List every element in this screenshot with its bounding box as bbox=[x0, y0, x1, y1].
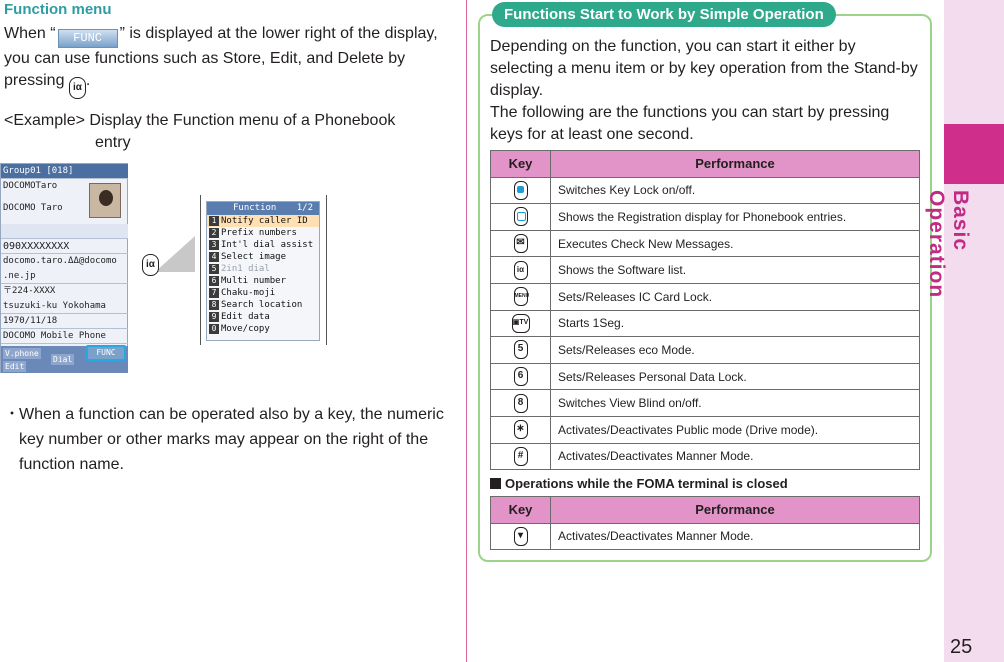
phone-tab-icons-row bbox=[1, 224, 128, 239]
table-row bbox=[491, 523, 920, 550]
side-tab-marker bbox=[944, 124, 1004, 184]
menu-item-label: Chaku-moji bbox=[221, 288, 276, 298]
phone-row: tsuzuki-ku Yokohama bbox=[1, 299, 128, 314]
phone-row: .ne.jp bbox=[1, 269, 128, 284]
mail-key-icon: ✉ bbox=[514, 234, 528, 253]
menu-item bbox=[207, 251, 319, 263]
menu-item-label: Int'l dial assist bbox=[221, 240, 314, 250]
table-row bbox=[491, 337, 920, 364]
menu-item bbox=[207, 227, 319, 239]
menu-item-label: Edit data bbox=[221, 312, 270, 322]
table-row bbox=[491, 443, 920, 470]
bracket-line-left bbox=[200, 195, 201, 345]
performance-cell: Sets/Releases IC Card Lock. bbox=[551, 283, 920, 310]
performance-cell: Switches View Blind on/off. bbox=[551, 390, 920, 417]
table-row bbox=[491, 310, 920, 337]
header-key: Key bbox=[491, 151, 551, 178]
arrow-graphic bbox=[155, 236, 195, 272]
closed-operations-heading-text: Operations while the FOMA terminal is closed bbox=[505, 476, 788, 491]
example-line-2: entry bbox=[95, 134, 131, 151]
chapter-title: Basic Operation bbox=[925, 190, 972, 299]
menu-item bbox=[207, 215, 319, 227]
phone-row: docomo.taro.ΔΔ@docomo bbox=[3, 256, 117, 266]
menu-item-number: 7 bbox=[209, 288, 219, 298]
key-cell bbox=[491, 310, 551, 337]
table-row bbox=[491, 257, 920, 284]
bracket-line-right bbox=[326, 195, 327, 345]
performance-cell: Switches Key Lock on/off. bbox=[551, 177, 920, 204]
closed-operations-table bbox=[490, 496, 920, 550]
menu-item bbox=[207, 299, 319, 311]
left-column bbox=[0, 0, 462, 662]
key-6-icon: 6 bbox=[514, 367, 528, 386]
table-row bbox=[491, 204, 920, 231]
table-row bbox=[491, 177, 920, 204]
menu-item-label: Select image bbox=[221, 252, 287, 262]
menu-item-number: 3 bbox=[209, 240, 219, 250]
menu-item-number: 2 bbox=[209, 228, 219, 238]
menu-item-number: 9 bbox=[209, 312, 219, 322]
page-number: 25 bbox=[950, 636, 973, 658]
hash-key-icon: # bbox=[514, 447, 528, 466]
functions-panel-title: Functions Start to Work by Simple Operation bbox=[492, 2, 836, 27]
closed-operations-heading bbox=[490, 476, 788, 491]
desc-text-3: . bbox=[85, 72, 91, 89]
phonebook-key-icon bbox=[514, 207, 528, 226]
table-header-row bbox=[491, 151, 920, 178]
menu-item-label: Search location bbox=[221, 300, 303, 310]
menu-item bbox=[207, 287, 319, 299]
phonebook-entry-screen bbox=[0, 163, 128, 373]
desc-text-2: ” is displayed at the lower right of the display, you can use functions such as Store, Edit, and Delete by pressing bbox=[4, 25, 438, 89]
key-cell bbox=[491, 177, 551, 204]
phone-row: DOCOMO Taro bbox=[3, 203, 63, 213]
key-function-table bbox=[490, 150, 920, 470]
function-menu-title bbox=[207, 202, 319, 215]
menu-item-label: 2in1 dial bbox=[221, 264, 270, 274]
softkey-vphone: V.phone bbox=[5, 349, 39, 358]
key-cell bbox=[491, 443, 551, 470]
performance-cell: Starts 1Seg. bbox=[551, 310, 920, 337]
key-cell bbox=[491, 363, 551, 390]
menu-item-label: Prefix numbers bbox=[221, 228, 297, 238]
key-cell bbox=[491, 230, 551, 257]
table-header-row bbox=[491, 497, 920, 524]
menu-item-number: 4 bbox=[209, 252, 219, 262]
contact-photo bbox=[89, 183, 121, 218]
phone-row: 090XXXXXXXX bbox=[1, 239, 128, 254]
menu-item bbox=[207, 323, 319, 335]
header-performance: Performance bbox=[551, 497, 920, 524]
example-line-1: <Example> Display the Function menu of a Phonebook bbox=[4, 112, 396, 129]
example-caption bbox=[4, 110, 454, 154]
table-row bbox=[491, 230, 920, 257]
note-bullet bbox=[4, 402, 454, 477]
key-5-icon: 5 bbox=[514, 340, 528, 359]
key-cell bbox=[491, 390, 551, 417]
function-menu-description bbox=[4, 23, 454, 99]
phone-row: 1970/11/18 bbox=[1, 314, 128, 329]
menu-item-label: Move/copy bbox=[221, 324, 270, 334]
menu-item-number: 6 bbox=[209, 276, 219, 286]
key-cell bbox=[491, 283, 551, 310]
softkey-edit: Edit bbox=[5, 362, 25, 371]
phone-row: Group01 [018] bbox=[1, 164, 128, 179]
table-row bbox=[491, 283, 920, 310]
column-divider bbox=[466, 0, 467, 662]
desc-text-1: When “ bbox=[4, 25, 56, 42]
key-cell bbox=[491, 416, 551, 443]
functions-intro: Depending on the function, you can start it either by selecting a menu item or by key operation from the Stand-by display. The following are the functions you can start by pressing keys for at least one second. bbox=[490, 38, 918, 143]
side-down-key-icon: ▾ bbox=[514, 527, 528, 546]
phone-row: DOCOMO Mobile Phone bbox=[1, 329, 128, 344]
performance-cell: Executes Check New Messages. bbox=[551, 230, 920, 257]
i-alpha-key-icon: iα bbox=[142, 254, 159, 276]
i-alpha-key-icon: iα bbox=[514, 261, 528, 280]
key-cell bbox=[491, 257, 551, 284]
menu-item-number: 0 bbox=[209, 324, 219, 334]
center-key-icon bbox=[514, 181, 528, 200]
menu-item-label: Multi number bbox=[221, 276, 287, 286]
function-menu-heading: Function menu bbox=[4, 1, 112, 18]
function-menu-page: 1/2 bbox=[296, 203, 313, 213]
i-alpha-key-icon: iα bbox=[69, 77, 86, 99]
key-cell bbox=[491, 337, 551, 364]
table-row bbox=[491, 363, 920, 390]
header-key: Key bbox=[491, 497, 551, 524]
menu-item bbox=[207, 275, 319, 287]
menu-item bbox=[207, 311, 319, 323]
performance-cell: Activates/Deactivates Manner Mode. bbox=[551, 523, 920, 550]
table-row bbox=[491, 390, 920, 417]
function-menu-screen bbox=[206, 201, 320, 341]
menu-key-icon: MENU bbox=[514, 287, 528, 306]
key-cell bbox=[491, 523, 551, 550]
menu-item-number: 1 bbox=[209, 216, 219, 226]
softkey-dial: Dial bbox=[53, 355, 73, 364]
menu-item-number: 8 bbox=[209, 300, 219, 310]
square-bullet-icon bbox=[490, 478, 501, 489]
performance-cell: Activates/Deactivates Manner Mode. bbox=[551, 443, 920, 470]
header-performance: Performance bbox=[551, 151, 920, 178]
menu-item bbox=[207, 263, 319, 275]
performance-cell: Shows the Registration display for Phonebook entries. bbox=[551, 204, 920, 231]
menu-item bbox=[207, 239, 319, 251]
phone-row: DOCOMOTaro bbox=[3, 181, 58, 191]
performance-cell: Sets/Releases eco Mode. bbox=[551, 337, 920, 364]
performance-cell: Sets/Releases Personal Data Lock. bbox=[551, 363, 920, 390]
bullet-dot: ・ bbox=[4, 406, 21, 423]
menu-item-label: Notify caller ID bbox=[221, 216, 308, 226]
key-cell bbox=[491, 204, 551, 231]
function-menu-title-text: Function bbox=[233, 203, 277, 213]
performance-cell: Shows the Software list. bbox=[551, 257, 920, 284]
asterisk-key-icon: ∗ bbox=[514, 420, 528, 439]
table-row bbox=[491, 416, 920, 443]
performance-cell: Activates/Deactivates Public mode (Drive mode). bbox=[551, 416, 920, 443]
note-text: When a function can be operated also by a key, the numeric key number or other marks may appear on the right of the function name. bbox=[19, 406, 444, 473]
camera-tv-key-icon: ▣TV bbox=[512, 314, 530, 333]
func-softkey-chip: FUNC bbox=[58, 29, 118, 48]
phone-row: 〒224-XXXX bbox=[3, 286, 56, 296]
softkey-func-highlighted: FUNC bbox=[86, 345, 126, 361]
menu-item-number: 5 bbox=[209, 264, 219, 274]
key-8-icon: 8 bbox=[514, 394, 528, 413]
